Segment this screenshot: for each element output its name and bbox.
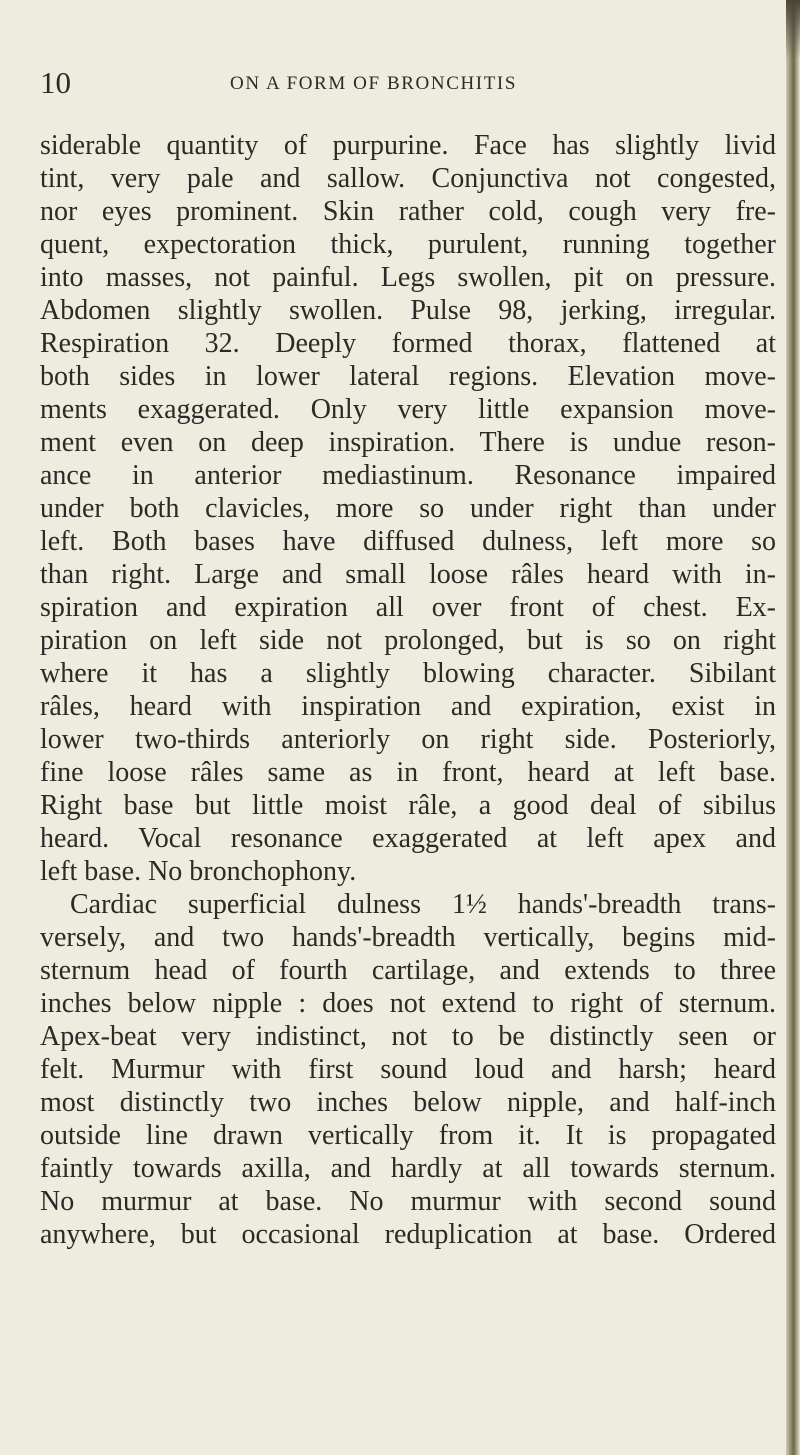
text-line: faintly towards axilla, and hardly at all towards sternum. — [40, 1153, 776, 1184]
page-edge-dark-corner — [786, 0, 800, 60]
text-line: spiration and expiration all over front of chest. Ex- — [40, 592, 776, 623]
text-line: into masses, not painful. Legs swollen, pit on pressure. — [40, 262, 776, 293]
text-line: both sides in lower lateral regions. Elevation move- — [40, 361, 776, 392]
text-line: piration on left side not prolonged, but is so on right — [40, 625, 776, 656]
text-line: Cardiac superficial dulness 1½ hands'-breadth trans- — [70, 889, 776, 920]
text-line: ment even on deep inspiration. There is undue reson- — [40, 427, 776, 458]
text-line: fine loose râles same as in front, heard at left base. — [40, 757, 776, 788]
text-line: Respiration 32. Deeply formed thorax, flattened at — [40, 328, 776, 359]
text-line: outside line drawn vertically from it. It is propagated — [40, 1120, 776, 1151]
text-line: ments exaggerated. Only very little expansion move- — [40, 394, 776, 425]
text-line: ance in anterior mediastinum. Resonance impaired — [40, 460, 776, 491]
page-edge-shadow — [786, 0, 800, 1455]
text-line: nor eyes prominent. Skin rather cold, cough very fre- — [40, 196, 776, 227]
text-line: heard. Vocal resonance exaggerated at left apex and — [40, 823, 776, 854]
text-line: sternum head of fourth cartilage, and extends to three — [40, 955, 776, 986]
text-line: quent, expectoration thick, purulent, running together — [40, 229, 776, 260]
text-line: No murmur at base. No murmur with second sound — [40, 1186, 776, 1217]
text-line: siderable quantity of purpurine. Face has slightly livid — [40, 130, 776, 161]
text-line: left base. No bronchophony. — [40, 856, 357, 887]
text-line: lower two-thirds anteriorly on right side. Posteriorly, — [40, 724, 776, 755]
text-line: inches below nipple : does not extend to right of sternum. — [40, 988, 776, 1019]
text-line: left. Both bases have diffused dulness, left more so — [40, 526, 776, 557]
paragraph-1 — [40, 129, 776, 888]
text-line: where it has a slightly blowing character. Sibilant — [40, 658, 776, 689]
text-line: Right base but little moist râle, a good deal of sibilus — [40, 790, 776, 821]
text-line: under both clavicles, more so under right than under — [40, 493, 776, 524]
text-line: most distinctly two inches below nipple, and half-inch — [40, 1087, 776, 1118]
text-line: versely, and two hands'-breadth vertically, begins mid- — [40, 922, 776, 953]
text-line: Apex-beat very indistinct, not to be distinctly seen or — [40, 1021, 776, 1052]
page-number: 10 — [40, 65, 71, 100]
text-line: anywhere, but occasional reduplication at base. Ordered — [40, 1219, 776, 1250]
text-line: Abdomen slightly swollen. Pulse 98, jerking, irregular. — [40, 295, 776, 326]
body-text — [40, 129, 776, 1251]
paragraph-2 — [40, 888, 776, 1251]
text-line: than right. Large and small loose râles heard with in- — [40, 559, 776, 590]
text-line: tint, very pale and sallow. Conjunctiva not congested, — [40, 163, 776, 194]
text-line: râles, heard with inspiration and expiration, exist in — [40, 691, 776, 722]
text-line: felt. Murmur with first sound loud and harsh; heard — [40, 1054, 776, 1085]
running-head: ON A FORM OF BRONCHITIS — [230, 73, 518, 94]
page-header — [40, 63, 770, 103]
